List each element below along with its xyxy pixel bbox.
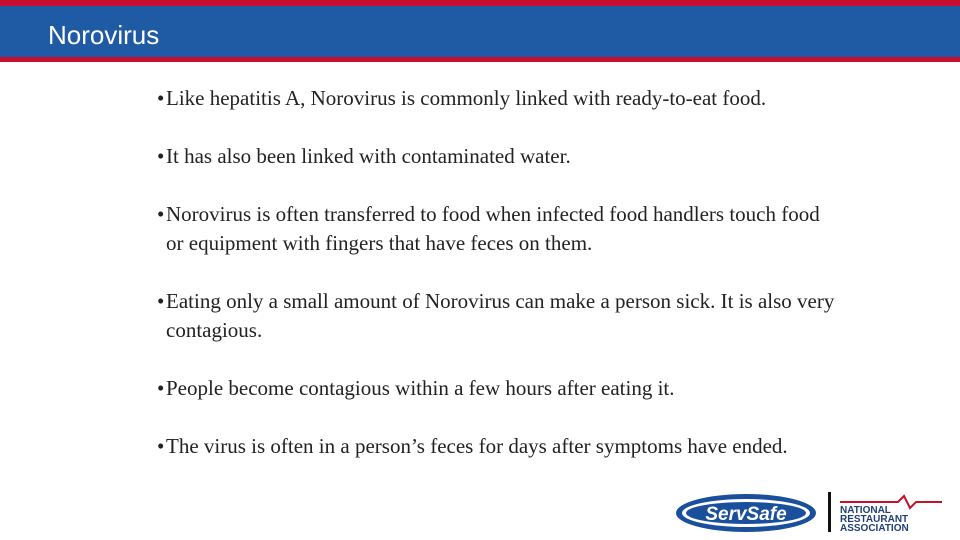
header-bar bbox=[0, 0, 960, 62]
bullet-text: The virus is often in a person’s feces for days after symptoms have ended. bbox=[166, 434, 788, 458]
bullet-item bbox=[157, 142, 837, 171]
bullet-item bbox=[157, 287, 837, 345]
bullet-mark: • bbox=[157, 434, 165, 458]
nra-line2: RESTAURANT bbox=[840, 514, 909, 525]
nra-logo bbox=[838, 494, 956, 534]
bullet-mark: • bbox=[157, 202, 165, 226]
bullet-text: Like hepatitis A, Norovirus is commonly linked with ready-to-eat food. bbox=[166, 86, 767, 110]
bullet-text: It has also been linked with contaminated water. bbox=[166, 144, 571, 168]
bullet-mark: • bbox=[157, 86, 165, 110]
bullet-text: Norovirus is often transferred to food when infected food handlers touch food or equipment with fingers that have feces on them. bbox=[166, 202, 820, 255]
slide-title: Norovirus bbox=[48, 20, 160, 50]
bullet-text: People become contagious within a few hours after eating it. bbox=[166, 376, 675, 400]
bullet-item bbox=[157, 84, 837, 113]
servsafe-logo bbox=[674, 490, 824, 534]
bullet-item bbox=[157, 432, 837, 461]
nra-line3: ASSOCIATION bbox=[840, 523, 909, 534]
bullet-list bbox=[157, 84, 837, 490]
bullet-mark: • bbox=[157, 376, 165, 400]
bullet-item bbox=[157, 374, 837, 403]
bullet-mark: • bbox=[157, 144, 165, 168]
bullet-mark: • bbox=[157, 289, 165, 313]
bullet-text: Eating only a small amount of Norovirus can make a person sick. It is also very contagious. bbox=[166, 289, 835, 342]
logo-divider bbox=[828, 492, 831, 532]
bullet-item bbox=[157, 200, 837, 258]
nra-line1: NATIONAL bbox=[840, 505, 891, 516]
footer-logos bbox=[668, 486, 960, 540]
servsafe-wordmark: ServSafe bbox=[705, 504, 787, 525]
